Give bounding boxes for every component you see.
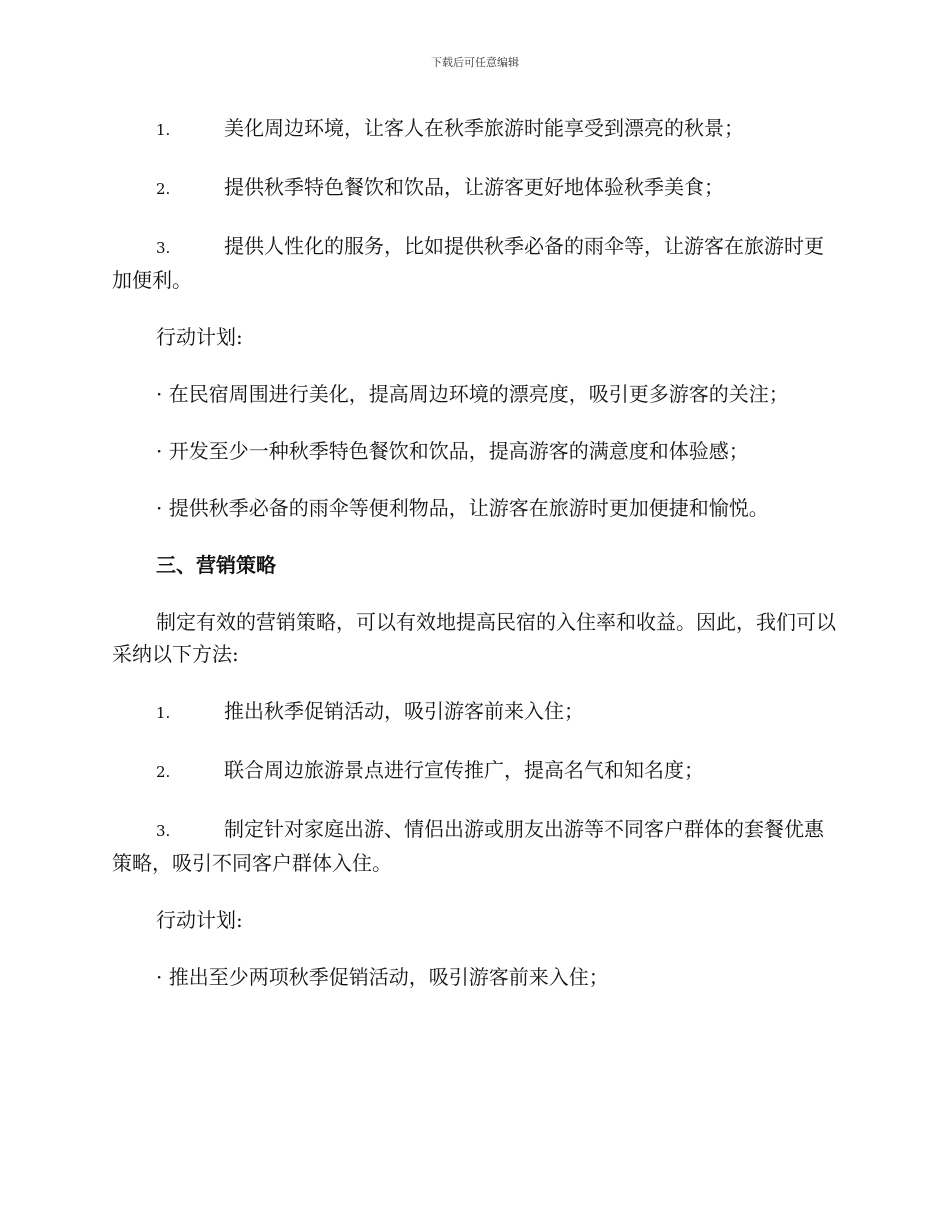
list-item (112, 230, 836, 296)
list-number: 1. (156, 704, 171, 722)
list-number: 2. (156, 180, 171, 198)
list-text: 制定针对家庭出游、情侣出游或朋友出游等不同客户群体的套餐优惠策略，吸引不同客户群体入住。 (112, 817, 824, 875)
list-item (112, 754, 836, 788)
list-item (112, 171, 836, 205)
bullet-item: · 在民宿周围进行美化，提高周边环境的漂亮度，吸引更多游客的关注； (156, 382, 789, 406)
list-text: 推出秋季促销活动，吸引游客前来入住； (224, 699, 584, 723)
bullet-item: · 提供秋季必备的雨伞等便利物品，让游客在旅游时更加便捷和愉悦。 (156, 496, 769, 520)
document-body (112, 112, 836, 1018)
list-text: 提供秋季特色餐饮和饮品，让游客更好地体验秋季美食； (224, 175, 724, 199)
page-header-note: 下载后可任意编辑 (431, 56, 519, 69)
list-number: 2. (156, 763, 171, 781)
list-text: 联合周边旅游景点进行宣传推广，提高名气和知名度； (224, 758, 704, 782)
action-plan-label: 行动计划: (156, 908, 243, 932)
section-intro: 制定有效的营销策略，可以有效地提高民宿的入住率和收益。因此，我们可以采纳以下方法: (112, 610, 836, 666)
list-text: 提供人性化的服务，比如提供秋季必备的雨伞等，让游客在旅游时更加便利。 (112, 234, 824, 292)
list-text: 美化周边环境，让客人在秋季旅游时能享受到漂亮的秋景； (224, 116, 744, 140)
list-item (112, 695, 836, 729)
action-plan-label: 行动计划: (156, 325, 243, 349)
section-heading: 三、营销策略 (156, 553, 276, 577)
list-number: 3. (156, 822, 171, 840)
list-item (112, 813, 836, 879)
bullet-item: · 推出至少两项秋季促销活动，吸引游客前来入住； (156, 965, 609, 989)
list-item (112, 112, 836, 146)
list-number: 3. (156, 239, 171, 257)
list-number: 1. (156, 121, 171, 139)
bullet-item: · 开发至少一种秋季特色餐饮和饮品，提高游客的满意度和体验感； (156, 439, 749, 463)
